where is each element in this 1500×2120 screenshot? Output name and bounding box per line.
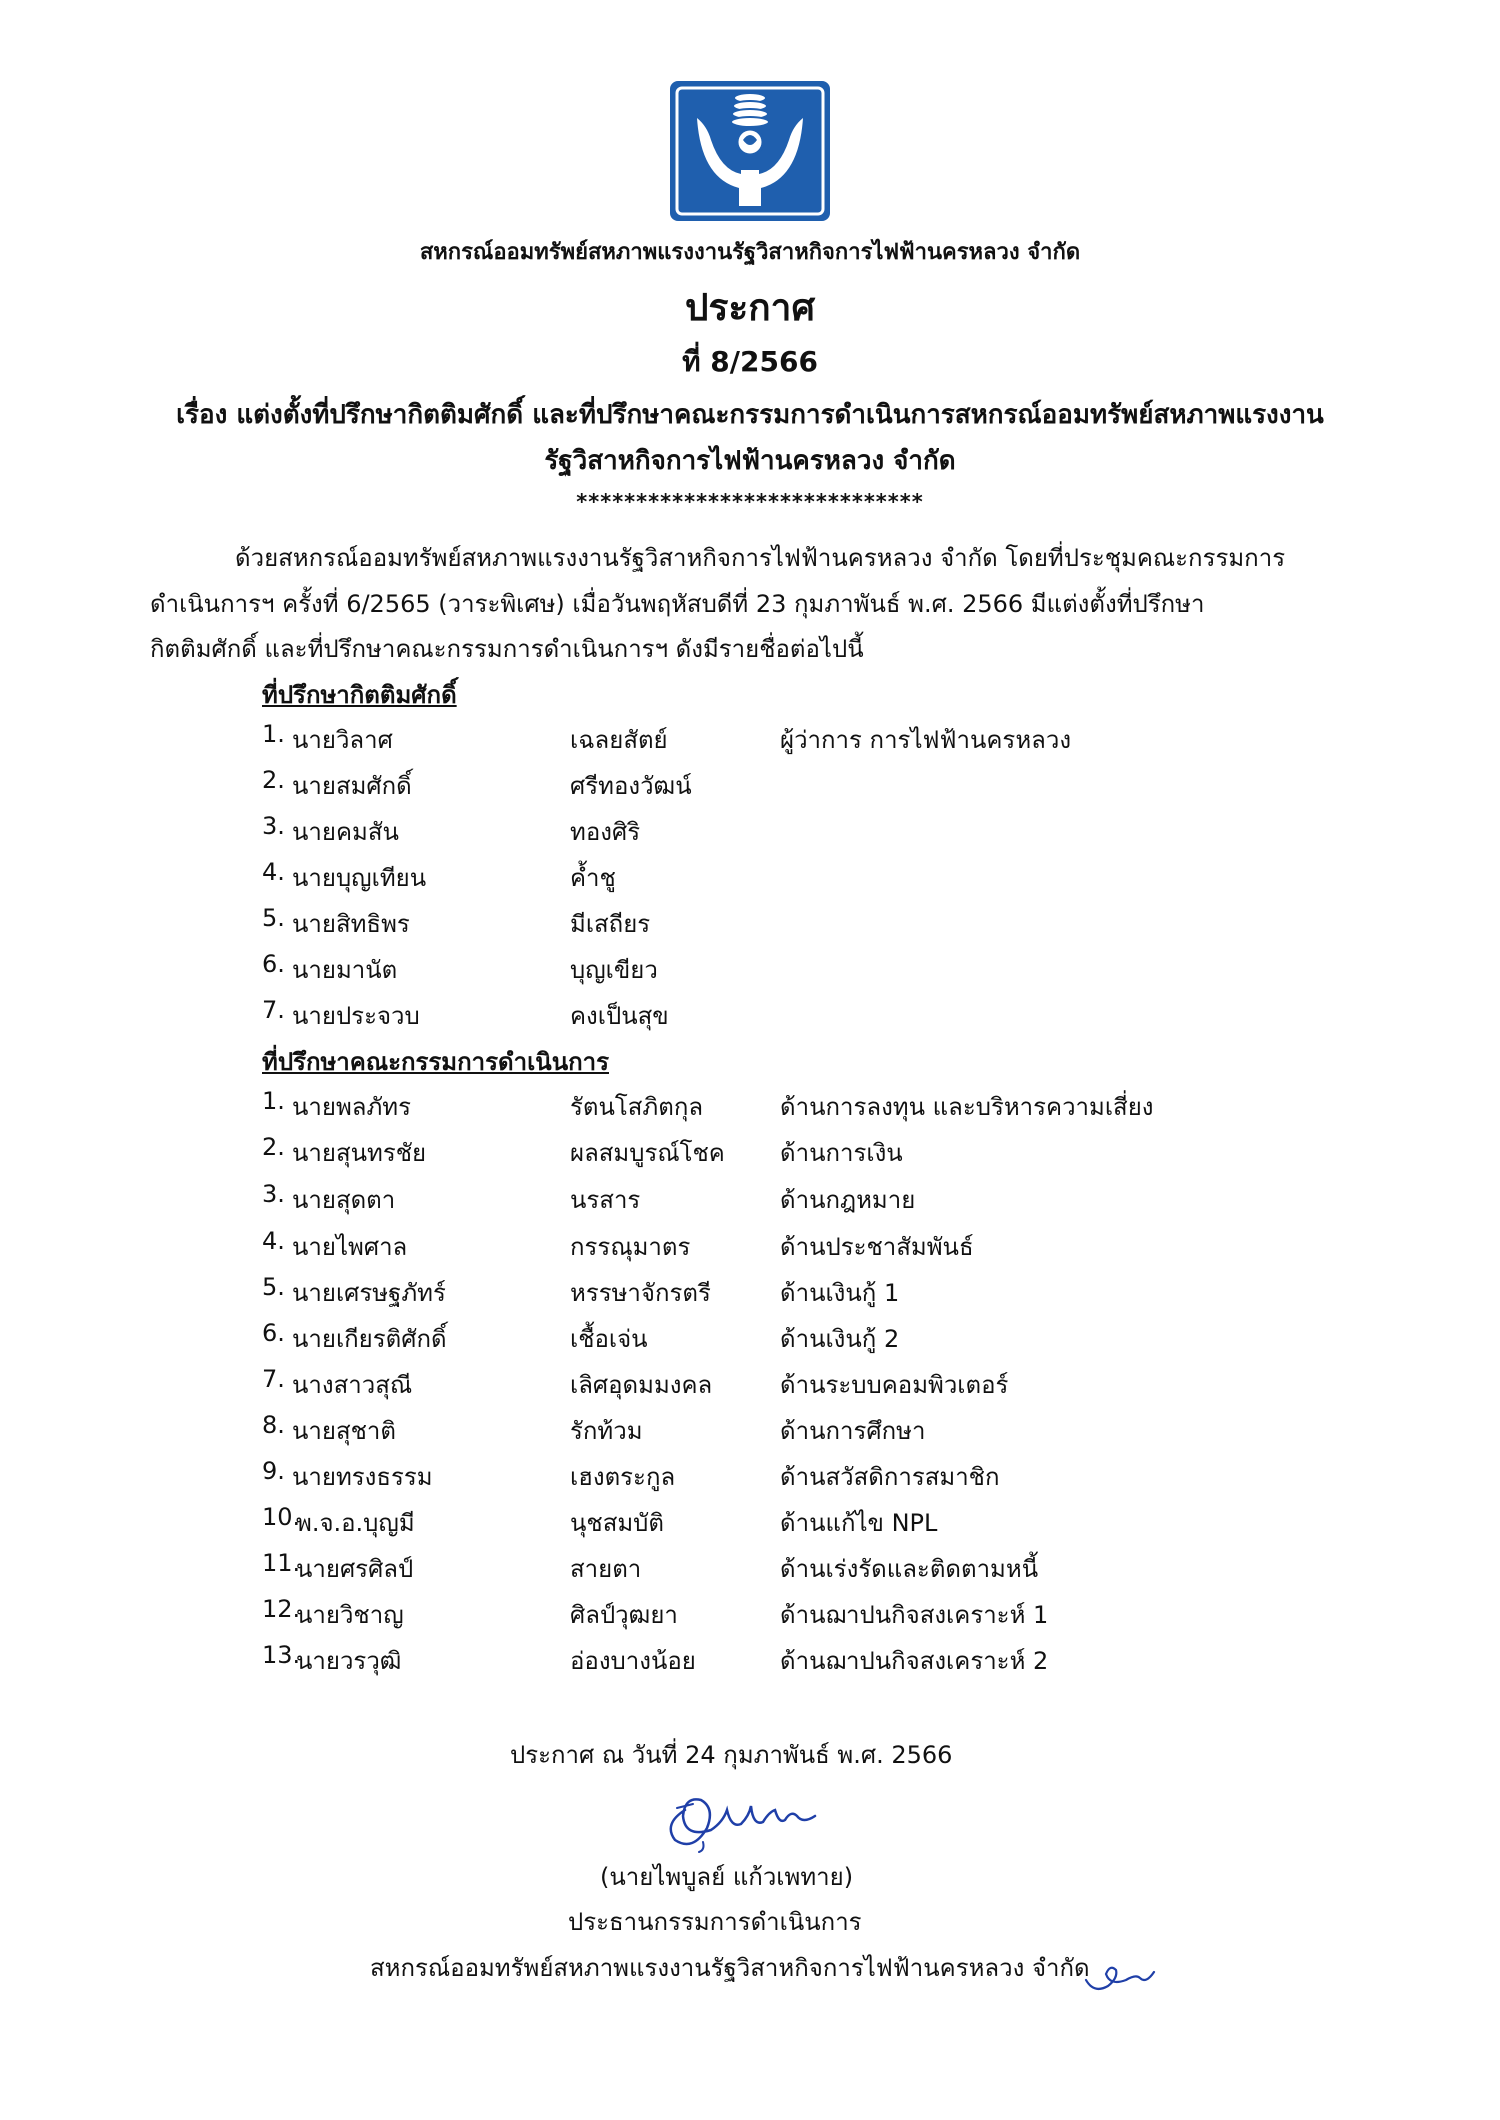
item-number: 8. [262,1411,285,1439]
last-name: ทองศิริ [570,818,641,846]
item-number: 6. [262,1319,285,1347]
cooperative-logo-icon [667,78,833,224]
role: ด้านฌาปนกิจสงเคราะห์ 2 [780,1647,1049,1675]
role: ด้านระบบคอมพิวเตอร์ [780,1371,1009,1399]
first-name: นายประจวบ [292,1002,420,1030]
last-name: กรรณุมาตร [570,1233,691,1261]
item-number: 9. [262,1457,285,1485]
role: ด้านประชาสัมพันธ์ [780,1233,974,1261]
first-name: นายสุดตา [292,1186,396,1214]
last-name: เฮงตระกูล [570,1463,676,1491]
list-item [262,1087,1180,1121]
initials-signature-image [1080,1950,1160,2000]
list-item [262,1133,1180,1167]
list-item [262,720,1180,754]
last-name: มีเสถียร [570,910,651,938]
list-item [262,996,780,1030]
first-name: นายมานัต [292,956,398,984]
list-item [262,1365,1180,1399]
list-item [262,904,780,938]
first-name: นายสุนทรชัย [292,1139,427,1167]
item-number: 7. [262,996,285,1024]
item-number: 3. [262,812,285,840]
last-name: เฉลยสัตย์ [570,726,668,754]
last-name: นุชสมบัติ [570,1509,664,1537]
role: ผู้ว่าการ การไฟฟ้านครหลวง [780,726,1072,754]
list-item [262,1273,1180,1307]
item-number: 5. [262,1273,285,1301]
last-name: คงเป็นสุข [570,1002,669,1030]
item-number: 3. [262,1180,285,1208]
first-name: นายเศรษฐภัทร์ [292,1279,446,1307]
role: ด้านกฎหมาย [780,1186,916,1214]
list-item [262,1457,1180,1491]
first-name: นายสมศักดิ์ [292,772,412,800]
item-number: 1. [262,720,285,748]
role: ด้านฌาปนกิจสงเคราะห์ 1 [780,1601,1049,1629]
last-name: เลิศอุดมมงคล [570,1371,713,1399]
role: ด้านการเงิน [780,1139,903,1167]
item-number: 2. [262,766,285,794]
role: ด้านเงินกู้ 1 [780,1279,900,1307]
list-item [262,766,780,800]
list-item [262,950,780,984]
first-name: นายไพศาล [292,1233,408,1261]
list-item [262,1503,1180,1537]
separator-stars: ***************************** [576,490,924,514]
first-name: นายบุญเทียน [292,864,427,892]
announcement-title: ประกาศ [685,286,815,329]
item-number: 12. [262,1595,301,1623]
signatory-name: (นายไพบูลย์ แก้วเพทาย) [600,1863,854,1891]
list-item [262,1411,1180,1445]
first-name: นายสิทธิพร [292,910,410,938]
first-name: นายทรงธรรม [292,1463,433,1491]
list-item [262,858,780,892]
last-name: นรสาร [570,1186,641,1214]
honorary-heading: ที่ปรึกษากิตติมศักดิ์ [262,681,457,709]
first-name: นายสุชาติ [292,1417,396,1445]
first-name: นายเกียรติศักดิ์ [292,1325,447,1353]
last-name: อ่องบางน้อย [570,1647,696,1675]
body-line-1: ด้วยสหกรณ์ออมทรัพย์สหภาพแรงงานรัฐวิสาหกิจการไฟฟ้านครหลวง จำกัด โดยที่ประชุมคณะกรรมการ [235,544,1286,572]
first-name: นายวิชาญ [296,1601,404,1629]
list-item [262,812,780,846]
list-item [262,1180,1180,1214]
item-number: 6. [262,950,285,978]
role: ด้านการศึกษา [780,1417,926,1445]
item-number: 5. [262,904,285,932]
role: ด้านแก้ไข NPL [780,1509,938,1537]
item-number: 7. [262,1365,285,1393]
item-number: 4. [262,858,285,886]
last-name: ศิลป์วุฒยา [570,1601,678,1629]
role: ด้านการลงทุน และบริหารความเสี่ยง [780,1093,1154,1121]
item-number: 13. [262,1641,301,1669]
board-heading: ที่ปรึกษาคณะกรรมการดำเนินการ [262,1048,609,1076]
announcement-date: ประกาศ ณ วันที่ 24 กุมภาพันธ์ พ.ศ. 2566 [510,1741,953,1769]
first-name: นายพลภัทร [292,1093,412,1121]
first-name: นายวิลาศ [292,726,393,754]
first-name: นางสาวสุณี [292,1371,413,1399]
first-name: นายวรวุฒิ [296,1647,402,1675]
role: ด้านเงินกู้ 2 [780,1325,900,1353]
announcement-number: ที่ 8/2566 [682,345,818,378]
signatory-position: ประธานกรรมการดำเนินการ [568,1908,862,1936]
item-number: 11. [262,1549,301,1577]
first-name: พ.จ.อ.บุญมี [296,1509,415,1537]
role: ด้านสวัสดิการสมาชิก [780,1463,1000,1491]
last-name: รักท้วม [570,1417,643,1445]
last-name: ศรีทองวัฒน์ [570,772,692,800]
role: ด้านเร่งรัดและติดตามหนี้ [780,1555,1039,1583]
body-line-3: กิตติมศักดิ์ และที่ปรึกษาคณะกรรมการดำเนินการฯ ดังมีรายชื่อต่อไปนี้ [150,635,864,663]
list-item [262,1319,1180,1353]
item-number: 2. [262,1133,285,1161]
body-line-2: ดำเนินการฯ ครั้งที่ 6/2565 (วาระพิเศษ) เมื่อวันพฤหัสบดีที่ 23 กุมภาพันธ์ พ.ศ. 2566 มีแต่งตั้งที่ปรึกษา [150,590,1205,618]
last-name: สายตา [570,1555,642,1583]
item-number: 10. [262,1503,301,1531]
list-item [262,1227,1180,1261]
subject-line-1: เรื่อง แต่งตั้งที่ปรึกษากิตติมศักดิ์ และที่ปรึกษาคณะกรรมการดำเนินการสหกรณ์ออมทรัพย์สหภาพแรงงาน [176,400,1324,430]
item-number: 4. [262,1227,285,1255]
first-name: นายศรศิลป์ [296,1555,414,1583]
list-item [262,1641,1180,1675]
subject-line-2: รัฐวิสาหกิจการไฟฟ้านครหลวง จำกัด [544,446,956,476]
first-name: นายคมสัน [292,818,399,846]
last-name: บุญเขียว [570,956,658,984]
last-name: ผลสมบูรณ์โชค [570,1139,725,1167]
list-item [262,1595,1180,1629]
item-number: 1. [262,1087,285,1115]
last-name: เชื้อเจ่น [570,1325,648,1353]
last-name: หรรษาจักรตรี [570,1279,711,1307]
list-item [262,1549,1180,1583]
organization-name: สหกรณ์ออมทรัพย์สหภาพแรงงานรัฐวิสาหกิจการไฟฟ้านครหลวง จำกัด [419,240,1081,265]
last-name: รัตนโสภิตกุล [570,1093,704,1121]
last-name: ค้ำชู [570,864,616,892]
signatory-organization: สหกรณ์ออมทรัพย์สหภาพแรงงานรัฐวิสาหกิจการไฟฟ้านครหลวง จำกัด [370,1954,1090,1982]
signature-image [645,1780,825,1855]
